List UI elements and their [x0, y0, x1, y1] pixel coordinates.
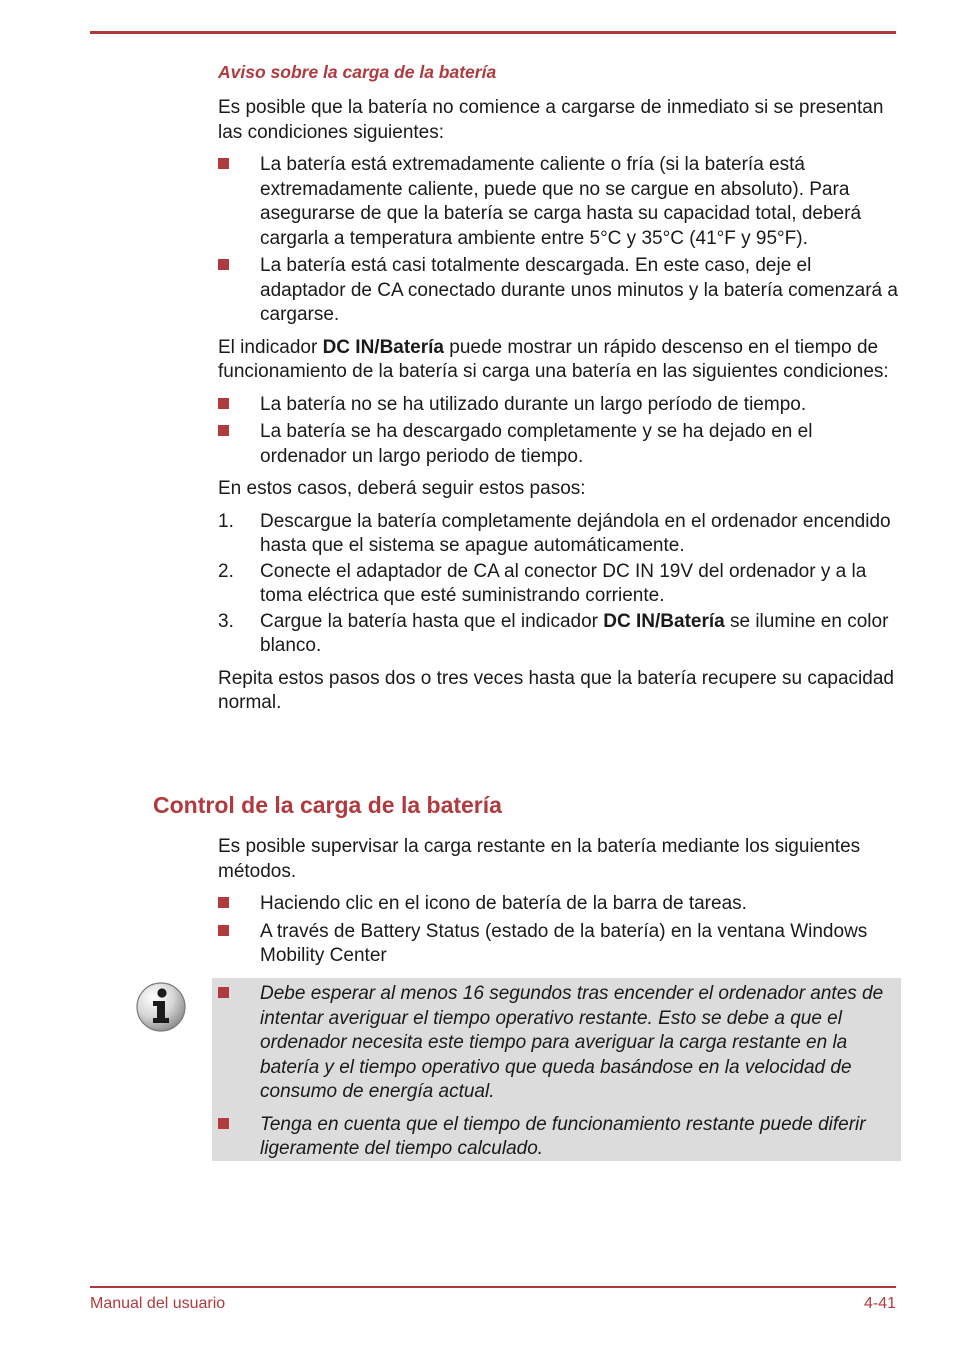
indicator-name: DC IN/Batería [322, 336, 444, 358]
indicator-name: DC IN/Batería [603, 610, 725, 632]
step-text-post: se ilumine en color blanco. [260, 610, 889, 656]
list-item: A través de Battery Status (estado de la batería) en la ventana Windows Mobility Center [218, 920, 898, 969]
list-item: La batería se ha descargado completamente y se ha dejado en el ordenador un largo periodo de tiempo. [218, 420, 898, 469]
step-number: 1. [218, 510, 234, 532]
indicator-text-pre: El indicador [218, 336, 323, 358]
indicator-conditions-list [218, 393, 898, 470]
note-item: Debe esperar al menos 16 segundos tras encender el ordenador antes de intentar averiguar el tiempo operativo restante. Esto se debe a que el ordenador necesita este tiempo para averiguar la carga restante en la batería y el tiempo operativo que queda basándose en la velocidad de consumo de energía actual. [218, 982, 894, 1105]
step-number: 3. [218, 610, 234, 632]
step-number: 2. [218, 560, 234, 582]
methods-list [218, 892, 898, 969]
steps-intro: En estos casos, deberá seguir estos pasos: [218, 478, 586, 499]
step-text: Descargue la batería completamente dejándola en el ordenador encendido hasta que el sistema se apague automáticamente. [260, 510, 891, 556]
list-item: La batería no se ha utilizado durante un largo período de tiempo. [218, 393, 898, 418]
control-intro: Es posible supervisar la carga restante en la batería mediante los siguientes métodos. [218, 836, 861, 882]
subheading: Aviso sobre la carga de la batería [218, 62, 497, 82]
intro-paragraph: Es posible que la batería no comience a cargarse de inmediato si se presentan las condiciones siguientes: [218, 97, 884, 143]
step-text: Conecte el adaptador de CA al conector DC IN 19V del ordenador y a la toma eléctrica que esté suministrando corriente. [260, 560, 867, 606]
info-icon [135, 980, 187, 1034]
control-section [218, 835, 898, 969]
conditions-list [218, 153, 898, 328]
list-item: La batería está casi totalmente descargada. En este caso, deje el adaptador de CA conectado durante unos minutos y la batería comenzará a cargarse. [218, 254, 898, 328]
indicator-text-post: puede mostrar un rápido descenso en el tiempo de funcionamiento de la batería si carga una batería en las siguientes condiciones: [218, 336, 889, 382]
repeat-paragraph: Repita estos pasos dos o tres veces hasta que la batería recupere su capacidad normal. [218, 667, 894, 713]
charging-notice-section [218, 60, 898, 716]
list-item: La batería está extremadamente caliente o fría (si la batería está extremadamente caliente, puede que no se cargue en absoluto). Para asegurarse de que la batería se carga hasta su capacidad total, deberá cargarla a temperatura ambiente entre 5°C y 35°C (41°F y 95°F). [218, 153, 898, 251]
section-heading: Control de la carga de la batería [153, 792, 502, 818]
steps-list [218, 510, 898, 659]
step-item [218, 510, 898, 559]
step-text-pre: Cargue la batería hasta que el indicador [260, 610, 604, 632]
indicator-paragraph [218, 336, 898, 385]
note-item: Tenga en cuenta que el tiempo de funcionamiento restante puede diferir ligeramente del tiempo calculado. [218, 1113, 894, 1162]
footer-rule [90, 1286, 896, 1288]
page-number: 4-41 [863, 1295, 896, 1312]
step-item [218, 610, 898, 659]
step-item [218, 560, 898, 609]
note-list [218, 982, 894, 1162]
list-item: Haciendo clic en el icono de batería de la barra de tareas. [218, 892, 898, 917]
footer-title: Manual del usuario [90, 1295, 226, 1312]
header-rule [90, 31, 896, 34]
